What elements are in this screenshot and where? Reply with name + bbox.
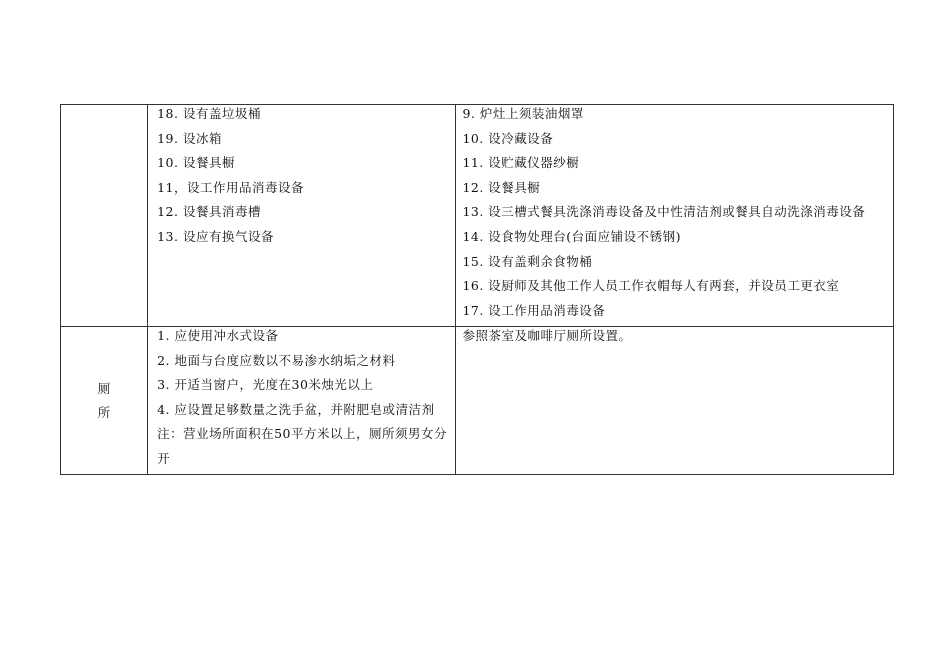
category-label-char: 厕 — [97, 380, 111, 396]
table-row — [61, 327, 894, 475]
list-item: 9. 炉灶上须装油烟罩 — [462, 106, 584, 121]
list-item: 13. 设三槽式餐具洗涤消毒设备及中性清洁剂或餐具自动洗涤消毒设备 — [462, 204, 866, 220]
list-item: 18. 设有盖垃圾桶 — [157, 106, 261, 121]
list-item: 4. 应设置足够数量之洗手盆，并附肥皂或清洁剂 — [157, 401, 435, 417]
list-item: 2. 地面与台度应数以不易渗水纳垢之材料 — [157, 352, 396, 368]
list-item: 12. 设餐具橱 — [462, 179, 541, 195]
list-item: 19. 设冰箱 — [157, 130, 222, 146]
requirements-cell-left — [148, 105, 456, 327]
category-label-char: 所 — [97, 404, 111, 420]
requirements-table — [60, 104, 894, 475]
list-item: 11. 设贮藏仪器纱橱 — [462, 155, 580, 171]
list-item: 3. 开适当窗户，光度在30米烛光以上 — [157, 377, 374, 393]
list-item: 15. 设有盖剩余食物桶 — [462, 253, 593, 269]
toilet-reference-cell — [456, 327, 894, 475]
category-cell-empty — [61, 105, 148, 327]
category-cell-toilet — [61, 327, 148, 475]
list-item: 14. 设食物处理台(台面应铺设不锈钢) — [462, 228, 682, 244]
list-item: 13. 设应有换气设备 — [157, 228, 274, 244]
list-item: 10. 设餐具橱 — [157, 155, 235, 171]
note-line: 开 — [157, 450, 171, 466]
list-item: 16. 设厨师及其他工作人员工作衣帽每人有两套，并设员工更衣室 — [462, 278, 840, 294]
list-item: 10. 设冷藏设备 — [462, 130, 554, 146]
list-item: 17. 设工作用品消毒设备 — [462, 302, 606, 318]
reference-text: 参照茶室及咖啡厅厕所设置。 — [462, 328, 632, 343]
toilet-requirements-cell — [148, 327, 456, 475]
table-row — [61, 105, 894, 327]
note-line: 注：营业场所面积在50平方米以上，厕所须男女分 — [157, 426, 448, 442]
list-item: 11，设工作用品消毒设备 — [157, 179, 304, 195]
list-item: 1. 应使用冲水式设备 — [157, 328, 279, 343]
requirements-cell-right — [456, 105, 894, 327]
list-item: 12. 设餐具消毒槽 — [157, 204, 261, 220]
